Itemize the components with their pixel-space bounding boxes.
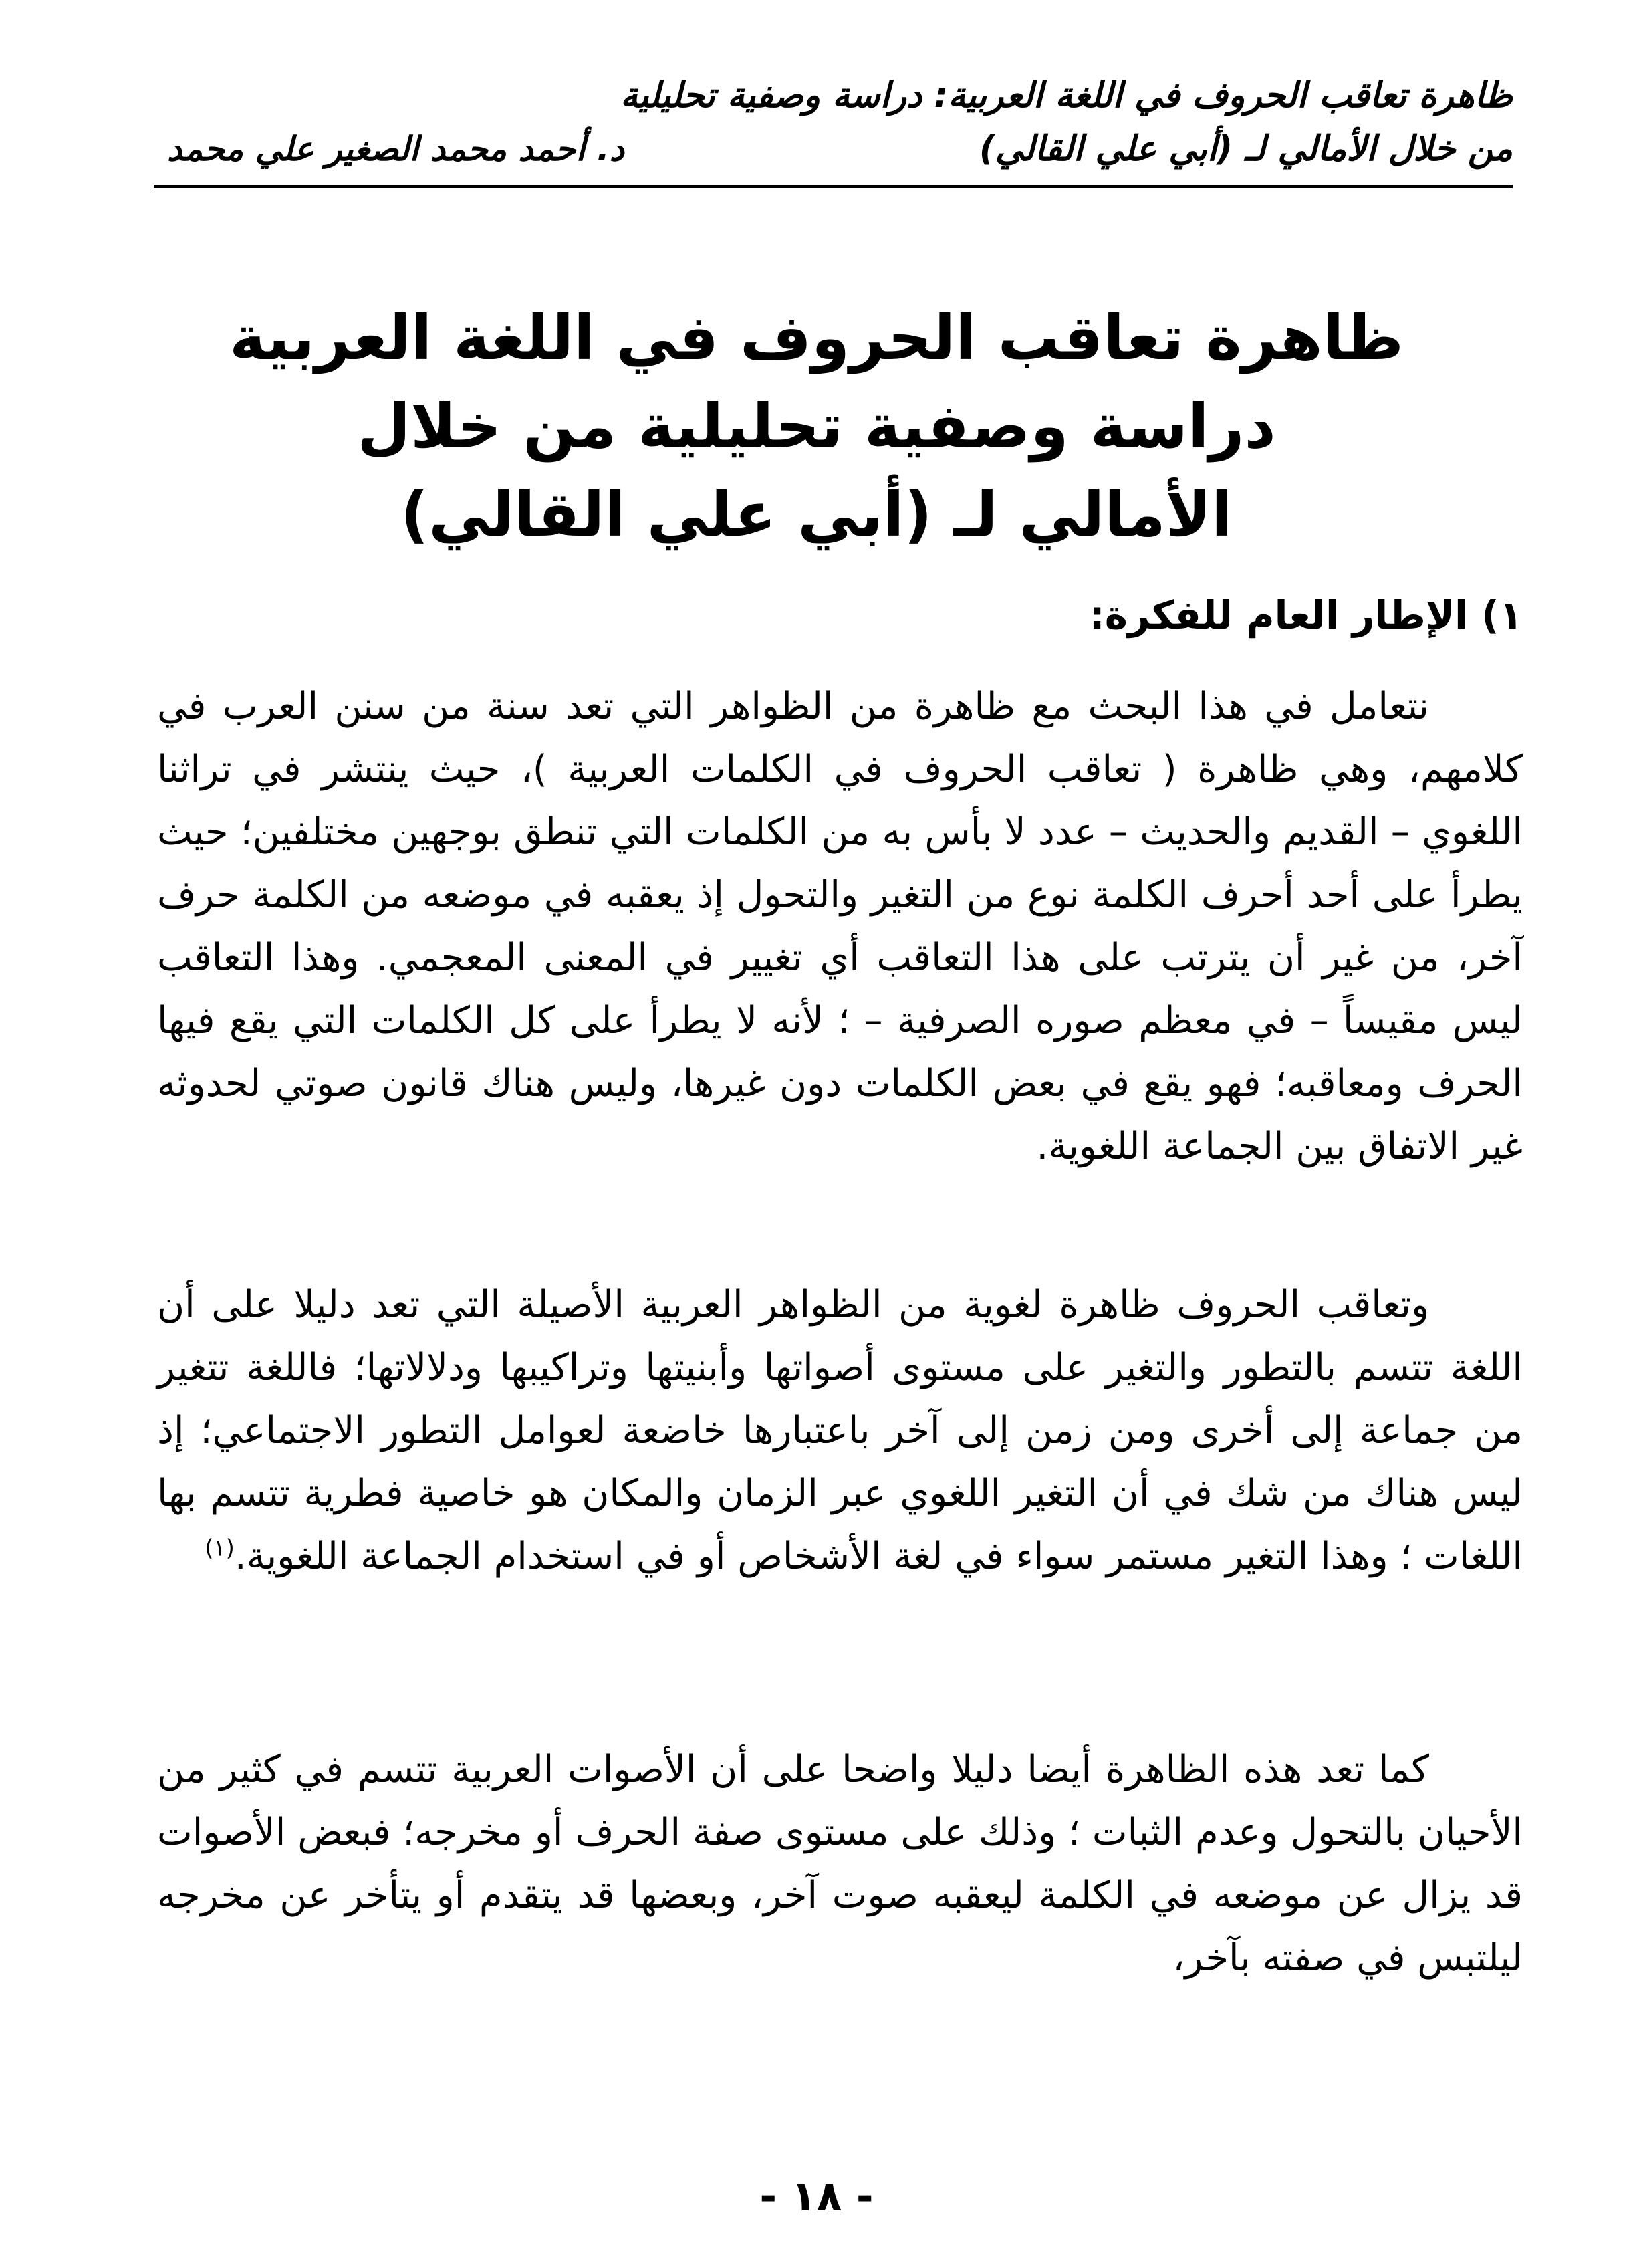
running-header (154, 74, 1513, 191)
page-title (201, 294, 1432, 559)
paragraph-3 (157, 1738, 1523, 1990)
header-title-line-1: ظاهرة تعاقب الحروف في اللغة العربية: دراسة وصفية تحليلية (620, 76, 1513, 116)
paragraph-1 (157, 675, 1523, 1178)
header-divider (154, 185, 1513, 188)
title-line-2: دراسة وصفية تحليلية من خلال (357, 390, 1276, 462)
paragraph-2 (157, 1274, 1523, 1588)
header-author: د. أحمد محمد الصغير علي محمد (167, 130, 625, 168)
paragraph-1-text: نتعامل في هذا البحث مع ظاهرة من الظواهر التي تعد سنة من سنن العرب في كلامهم، وهي ظاهرة ( تعاقب الحروف في الكلمات العربية )، حيث ينتشر في تراثنا اللغوي – القديم والحديث – عدد لا بأس به من الكلمات التي تنطق بوجهين مختلفين؛ حيث يطرأ على أحد أحرف الكلمة نوع من التغير والتحول إذ يعقبه في موضعه من الكلمة حرف آخر، من غير أن يترتب على هذا التعاقب أي تغيير في المعنى المعجمي. وهذا التعاقب ليس مقيساً – في معظم صوره الصرفية – ؛ لأنه لا يطرأ على كل الكلمات التي يقع فيها الحرف ومعاقبه؛ فهو يقع في بعض الكلمات دون غيرها، وليس هناك قانون صوتي لحدوثه غير الاتفاق بين الجماعة اللغوية. (157, 685, 1523, 1168)
page-number: - ١٨ - (759, 2172, 874, 2221)
paragraph-2-text: وتعاقب الحروف ظاهرة لغوية من الظواهر العربية الأصيلة التي تعد دليلا على أن اللغة تتسم بالتطور والتغير على مستوى أصواتها وأبنيتها وتراكيبها ودلالاتها؛ فاللغة تتغير من جماعة إلى أخرى ومن زمن إلى آخر باعتبارها خاضعة لعوامل التطور الاجتماعي؛ إذ ليس هناك من شك في أن التغير اللغوي عبر الزمان والمكان هو خاصية فطرية تتسم بها اللغات ؛ وهذا التغير مستمر سواء في لغة الأشخاص أو في استخدام الجماعة اللغوية. (157, 1283, 1523, 1578)
title-line-1: ظاهرة تعاقب الحروف في اللغة العربية (229, 302, 1404, 374)
paragraph-3-text: كما تعد هذه الظاهرة أيضا دليلا واضحا على أن الأصوات العربية تتسم في كثير من الأحيان بالتحول وعدم الثبات ؛ وذلك على مستوى صفة الحرف أو مخرجه؛ فبعض الأصوات قد يزال عن موضعه في الكلمة ليعقبه صوت آخر، وبعضها قد يتقدم أو يتأخر عن مخرجه ليلتبس في صفته بآخر، (157, 1748, 1523, 1980)
header-title-line-2: من خلال الأمالي لـ (أبي علي القالي) (979, 129, 1513, 169)
title-line-3: الأمالي لـ (أبي علي القالي) (400, 479, 1233, 550)
footnote-marker: (١) (205, 1535, 235, 1562)
section-heading: ١) الإطار العام للفكرة: (1089, 592, 1523, 638)
